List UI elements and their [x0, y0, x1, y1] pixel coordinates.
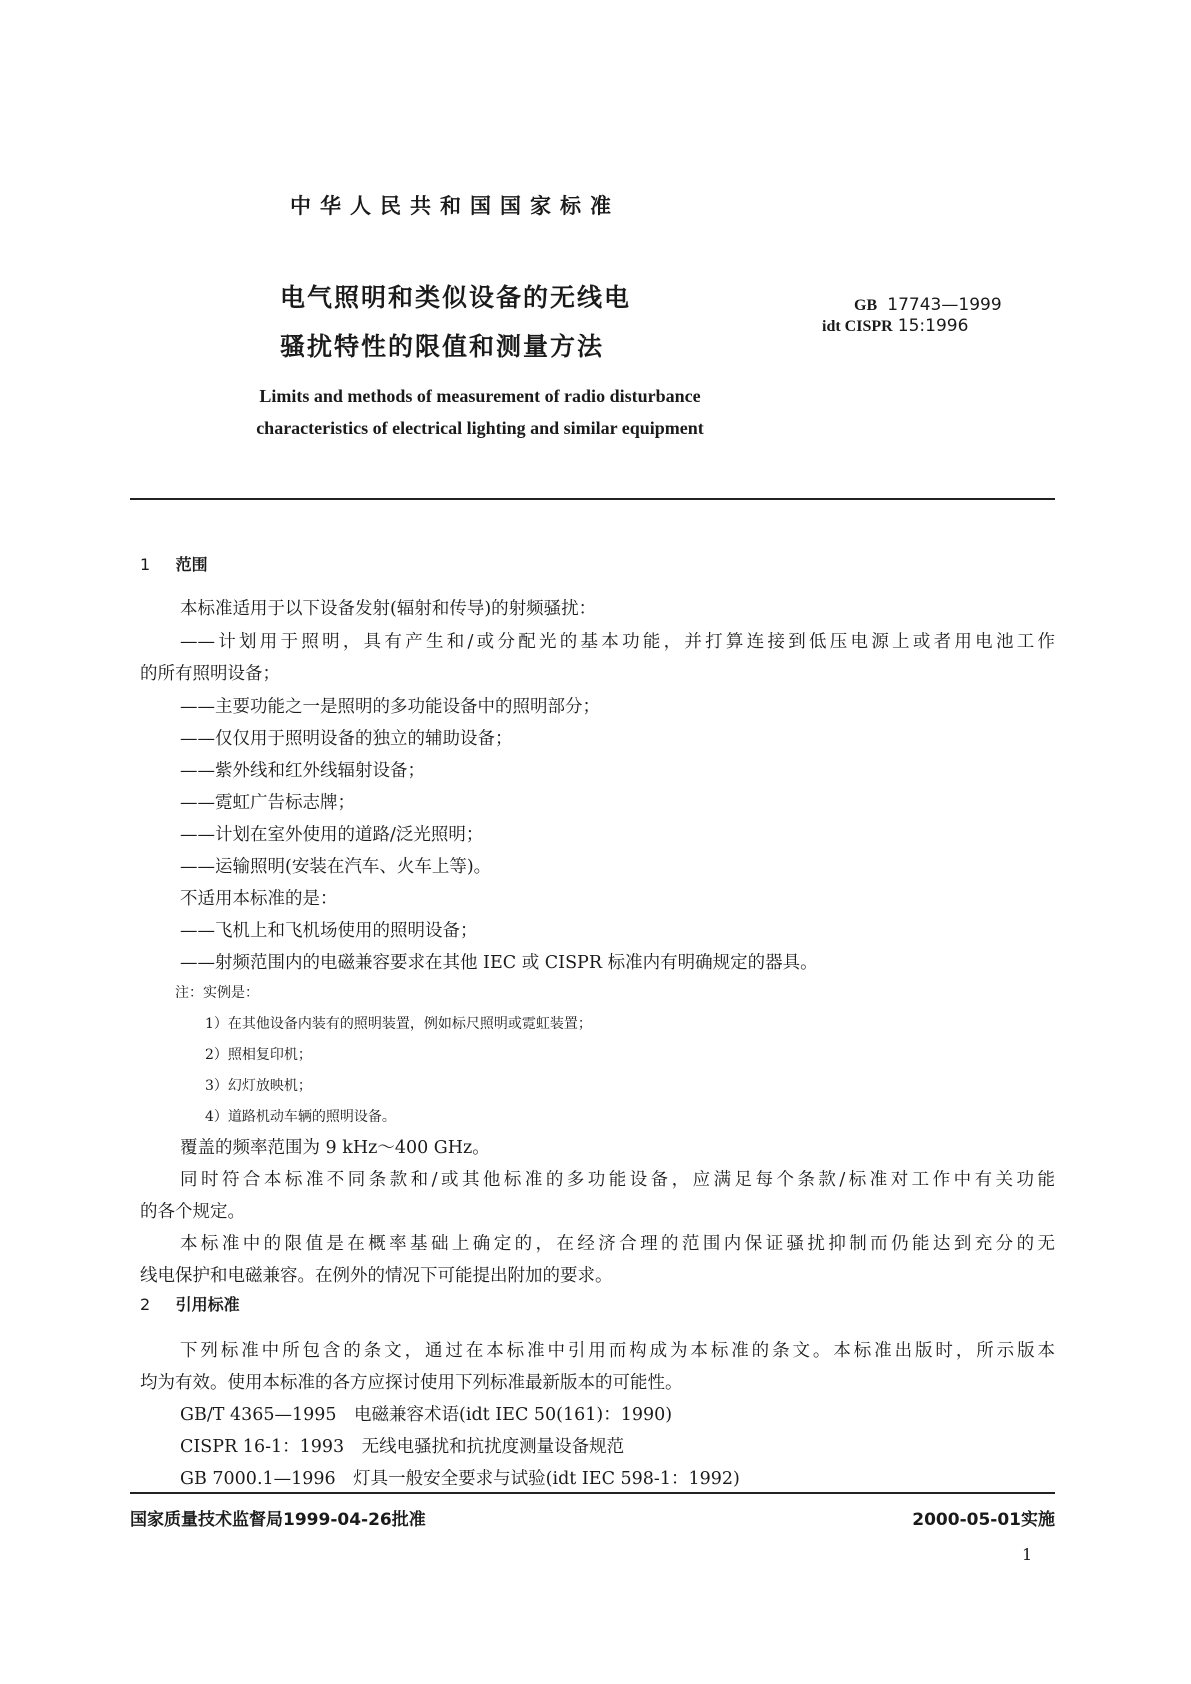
list-item: ——飞机上和飞机场使用的照明设备； [180, 921, 478, 941]
approval-statement: 国家质量技术监督局1999-04-26批准 [130, 1510, 426, 1530]
idt-value: 15:1996 [897, 316, 969, 336]
chinese-title-line-1: 电气照明和类似设备的无线电 [280, 283, 632, 312]
note-item: 4）道路机动车辆的照明设备。 [205, 1109, 396, 1125]
code-prefix: GB [854, 297, 878, 314]
paragraph-line: 覆盖的频率范围为 9 kHz～400 GHz。 [180, 1138, 490, 1158]
reference-item: CISPR 16-1：1993 无线电骚扰和抗扰度测量设备规范 [180, 1437, 625, 1457]
standard-number [822, 295, 1017, 316]
list-item: ——霓虹广告标志牌； [180, 793, 355, 813]
footer-divider [130, 1492, 1055, 1494]
english-title-line-2: characteristics of electrical lighting and similar equipment [256, 418, 704, 438]
note-lead: 注：实例是： [175, 985, 259, 1001]
section-1-heading [140, 552, 208, 575]
english-title-line-1: Limits and methods of measurement of radio disturbance [259, 386, 701, 406]
reference-item: GB/T 4365—1995 电磁兼容术语(idt IEC 50(161)：1990) [180, 1405, 673, 1425]
section-number: 1 [140, 555, 151, 574]
header-divider [130, 498, 1055, 500]
paragraph-line: 本标准适用于以下设备发射(辐射和传导)的射频骚扰： [180, 599, 597, 619]
paragraph-line: ——计划用于照明，具有产生和/或分配光的基本功能，并打算连接到低压电源上或者用电池工作 [180, 632, 1055, 652]
list-item: ——仅仅用于照明设备的独立的辅助设备； [180, 729, 513, 749]
paragraph-line: 的所有照明设备； [140, 664, 280, 684]
standard-codes [822, 295, 1017, 337]
national-standard-title: 中华人民共和国国家标准 [290, 194, 620, 218]
idt-number [822, 316, 1017, 337]
paragraph-line: 线电保护和电磁兼容。在例外的情况下可能提出附加的要求。 [140, 1266, 613, 1286]
paragraph-line: 的各个规定。 [140, 1202, 245, 1222]
paragraph-line: 下列标准中所包含的条文，通过在本标准中引用而构成为本标准的条文。本标准出版时，所示版本 [180, 1341, 1055, 1361]
note-item: 1）在其他设备内装有的照明装置，例如标尺照明或霓虹装置； [205, 1016, 592, 1032]
paragraph-line: 不适用本标准的是： [180, 889, 338, 909]
page-number: 1 [1022, 1545, 1033, 1564]
list-item: ——紫外线和红外线辐射设备； [180, 761, 425, 781]
note-item: 3）幻灯放映机； [205, 1078, 312, 1094]
paragraph-line: 本标准中的限值是在概率基础上确定的，在经济合理的范围内保证骚扰抑制而仍能达到充分的无 [180, 1234, 1055, 1254]
list-item: ——主要功能之一是照明的多功能设备中的照明部分； [180, 697, 600, 717]
list-item: ——计划在室外使用的道路/泛光照明； [180, 825, 484, 845]
list-item: ——运输照明(安装在汽车、火车上等)。 [180, 857, 492, 877]
reference-item: GB 7000.1—1996 灯具一般安全要求与试验(idt IEC 598-1：1992) [180, 1469, 740, 1489]
paragraph-line: 均为有效。使用本标准的各方应探讨使用下列标准最新版本的可能性。 [140, 1373, 683, 1393]
list-item: ——射频范围内的电磁兼容要求在其他 IEC 或 CISPR 标准内有明确规定的器具。 [180, 953, 818, 973]
paragraph-line: 同时符合本标准不同条款和/或其他标准的多功能设备，应满足每个条款/标准对工作中有关功能 [180, 1170, 1055, 1190]
code-number: 17743—1999 [887, 295, 1002, 315]
section-title: 范围 [175, 555, 208, 574]
chinese-title-line-2: 骚扰特性的限值和测量方法 [280, 332, 605, 361]
section-title: 引用标准 [175, 1295, 240, 1314]
effective-date: 2000-05-01实施 [912, 1510, 1055, 1530]
section-number: 2 [140, 1295, 151, 1314]
idt-prefix: idt CISPR [822, 318, 893, 335]
note-item: 2）照相复印机； [205, 1047, 312, 1063]
section-2-heading [140, 1292, 240, 1315]
